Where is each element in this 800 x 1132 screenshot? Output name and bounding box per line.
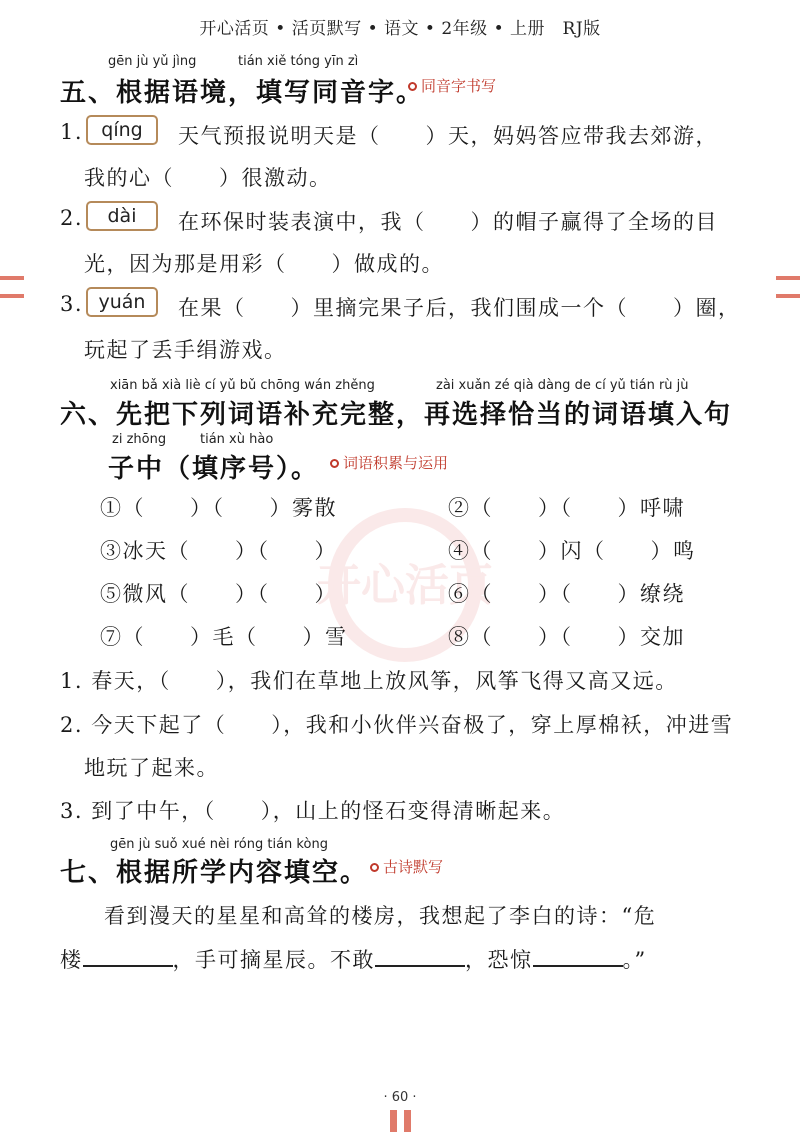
poem-text: ，手可摘星辰。不敢 xyxy=(172,948,375,972)
word-item: ②（ ）（ ）呼啸 xyxy=(448,496,685,520)
answer-blank[interactable] xyxy=(533,947,623,967)
poem-line-2 xyxy=(60,944,647,974)
section6-pinyin: zi zhōng xyxy=(112,432,167,447)
word-item: ⑥（ ）（ ）缭绕 xyxy=(448,582,685,606)
item-line: 在果（ ）里摘完果子后，我们围成一个（ ）圈， xyxy=(178,296,741,320)
item-line: 光，因为那是用彩（ ）做成的。 xyxy=(84,252,444,276)
left-edge-mark xyxy=(0,276,24,280)
poem-text: 。” xyxy=(622,948,647,972)
right-edge-mark xyxy=(776,294,800,298)
tag-bullet-icon xyxy=(408,82,417,91)
section5-pinyin: gēn jù yǔ jìng xyxy=(108,54,197,69)
section7-pinyin: gēn jù suǒ xué nèi róng tián kòng xyxy=(110,837,328,852)
section5-title: 五、根据语境，填写同音字。 xyxy=(60,78,425,108)
item-number: 2. xyxy=(60,206,84,230)
section6-pinyin: zài xuǎn zé qià dàng de cí yǔ tián rù jù xyxy=(436,378,689,393)
pinyin-box: dài xyxy=(86,201,158,231)
word-item: ①（ ）（ ）雾散 xyxy=(100,496,337,520)
answer-blank[interactable] xyxy=(375,947,465,967)
word-item: ⑤微风（ ）（ ） xyxy=(100,582,337,606)
section5-tag: 同音字书写 xyxy=(408,75,496,96)
section6-tag: 词语积累与运用 xyxy=(330,452,448,473)
pinyin-box: qíng xyxy=(86,115,158,145)
section7-tag: 古诗默写 xyxy=(370,856,443,877)
word-item: ⑧（ ）（ ）交加 xyxy=(448,625,685,649)
poem-text: 楼 xyxy=(60,948,83,972)
word-item: ③冰天（ ）（ ） xyxy=(100,539,337,563)
answer-blank[interactable] xyxy=(83,947,173,967)
left-edge-mark xyxy=(0,294,24,298)
poem-text: ，恐惊 xyxy=(465,948,533,972)
tag-bullet-icon xyxy=(370,863,379,872)
sentence: 地玩了起来。 xyxy=(84,756,219,780)
item-line: 天气预报说明天是（ ）天，妈妈答应带我去郊游， xyxy=(178,124,718,148)
item-line: 玩起了丢手绢游戏。 xyxy=(84,338,287,362)
section6-pinyin: tián xù hào xyxy=(200,432,274,447)
bottom-edge-mark xyxy=(390,1110,397,1132)
item-number: 3. xyxy=(60,292,84,316)
sentence: 3. 到了中午，（ ），山上的怪石变得清晰起来。 xyxy=(60,799,566,823)
tag-bullet-icon xyxy=(330,459,339,468)
item-line: 我的心（ ）很激动。 xyxy=(84,166,332,190)
page-number: · 60 · xyxy=(383,1090,417,1105)
section6-title: 六、先把下列词语补充完整，再选择恰当的词语填入句 xyxy=(60,400,733,430)
right-edge-mark xyxy=(776,276,800,280)
pinyin-box: yuán xyxy=(86,287,158,317)
poem-line: 看到漫天的星星和高耸的楼房，我想起了李白的诗：“危 xyxy=(104,904,657,928)
sentence: 2. 今天下起了（ ），我和小伙伴兴奋极了，穿上厚棉袄，冲进雪 xyxy=(60,713,734,737)
section6-title-continued: 子中（填序号）。 xyxy=(108,454,320,484)
word-item: ⑦（ ）毛（ ）雪 xyxy=(100,625,348,649)
bottom-edge-mark xyxy=(404,1110,411,1132)
section7-title: 七、根据所学内容填空。 xyxy=(60,858,369,888)
section5-pinyin: tián xiě tóng yīn zì xyxy=(238,54,359,69)
sentence: 1. 春天，（ ），我们在草地上放风筝，风筝飞得又高又远。 xyxy=(60,669,678,693)
item-line: 在环保时装表演中，我（ ）的帽子赢得了全场的目 xyxy=(178,210,718,234)
section6-pinyin: xiān bǎ xià liè cí yǔ bǔ chōng wán zhěng xyxy=(110,378,375,393)
header-title: 开心活页 • 活页默写 • 语文 • 2年级 • 上册 RJ版 xyxy=(199,19,601,39)
item-number: 1. xyxy=(60,120,84,144)
word-item: ④（ ）闪（ ）鸣 xyxy=(448,539,696,563)
watermark-text: 开心活页 xyxy=(317,560,493,611)
